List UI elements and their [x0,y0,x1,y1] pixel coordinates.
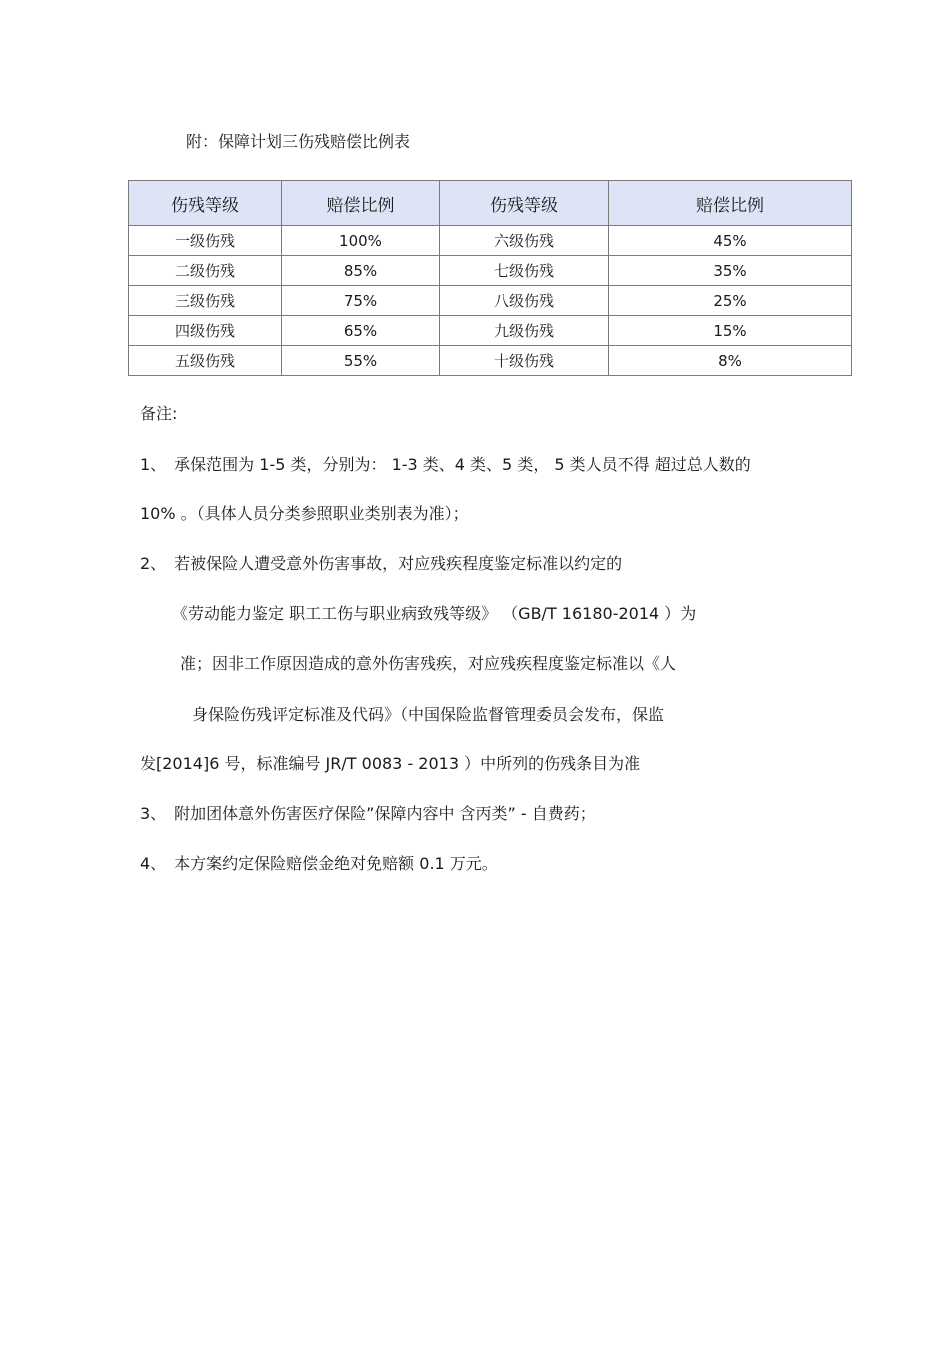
note-line-2-cont-c: 身保险伤残评定标准及代码》（中国保险监督管理委员会发布，保监 [192,705,665,724]
header-compensation-ratio: 赔偿比例 [282,181,440,226]
table-cell: 55% [282,346,440,376]
table-cell: 15% [609,316,852,346]
table-row [129,256,852,286]
table-cell: 五级伤残 [129,346,282,376]
note-line-1-cont: 10% 。（具体人员分类参照职业类别表为准）； [140,504,469,523]
disability-ratio-table [128,180,852,376]
table-cell: 45% [609,226,852,256]
note-line-2-cont-d: 发[2014]6 号，标准编号 JR/T 0083 - 2013 ）中所列的伤残条目为准 [140,754,641,773]
table-header-row [129,181,852,226]
notes-heading: 备注: [140,404,178,423]
note-line-1: 1、 承保范围为 1-5 类，分别为： 1-3 类、4 类、5 类， 5 类人员不得 超过总人数的 [140,455,751,474]
note-line-2-cont-a: 《劳动能力鉴定 职工工伤与职业病致残等级》 （GB/T 16180-2014 ）为 [172,604,697,623]
table-cell: 六级伤残 [440,226,609,256]
table-cell: 65% [282,316,440,346]
note-line-4: 4、 本方案约定保险赔偿金绝对免赔额 0.1 万元。 [140,854,498,873]
table-row [129,316,852,346]
table-cell: 25% [609,286,852,316]
header-disability-level: 伤残等级 [129,181,282,226]
table-cell: 85% [282,256,440,286]
table-cell: 四级伤残 [129,316,282,346]
table-cell: 75% [282,286,440,316]
table-cell: 十级伤残 [440,346,609,376]
note-line-2-cont-b: 准；因非工作原因造成的意外伤害残疾，对应残疾程度鉴定标准以《人 [180,654,677,673]
table-cell: 二级伤残 [129,256,282,286]
table-row [129,286,852,316]
table-cell: 三级伤残 [129,286,282,316]
table-cell: 35% [609,256,852,286]
table-cell: 八级伤残 [440,286,609,316]
table-cell: 一级伤残 [129,226,282,256]
table-row [129,346,852,376]
table-cell: 8% [609,346,852,376]
table-cell: 100% [282,226,440,256]
note-line-2: 2、 若被保险人遭受意外伤害事故，对应残疾程度鉴定标准以约定的 [140,554,623,573]
note-line-3: 3、 附加团体意外伤害医疗保险”保障内容中 含丙类” - 自费药； [140,804,596,823]
table-title: 附：保障计划三伤残赔偿比例表 [186,132,411,151]
header-compensation-ratio: 赔偿比例 [609,181,852,226]
header-disability-level: 伤残等级 [440,181,609,226]
table-row [129,226,852,256]
table-cell: 九级伤残 [440,316,609,346]
table-cell: 七级伤残 [440,256,609,286]
